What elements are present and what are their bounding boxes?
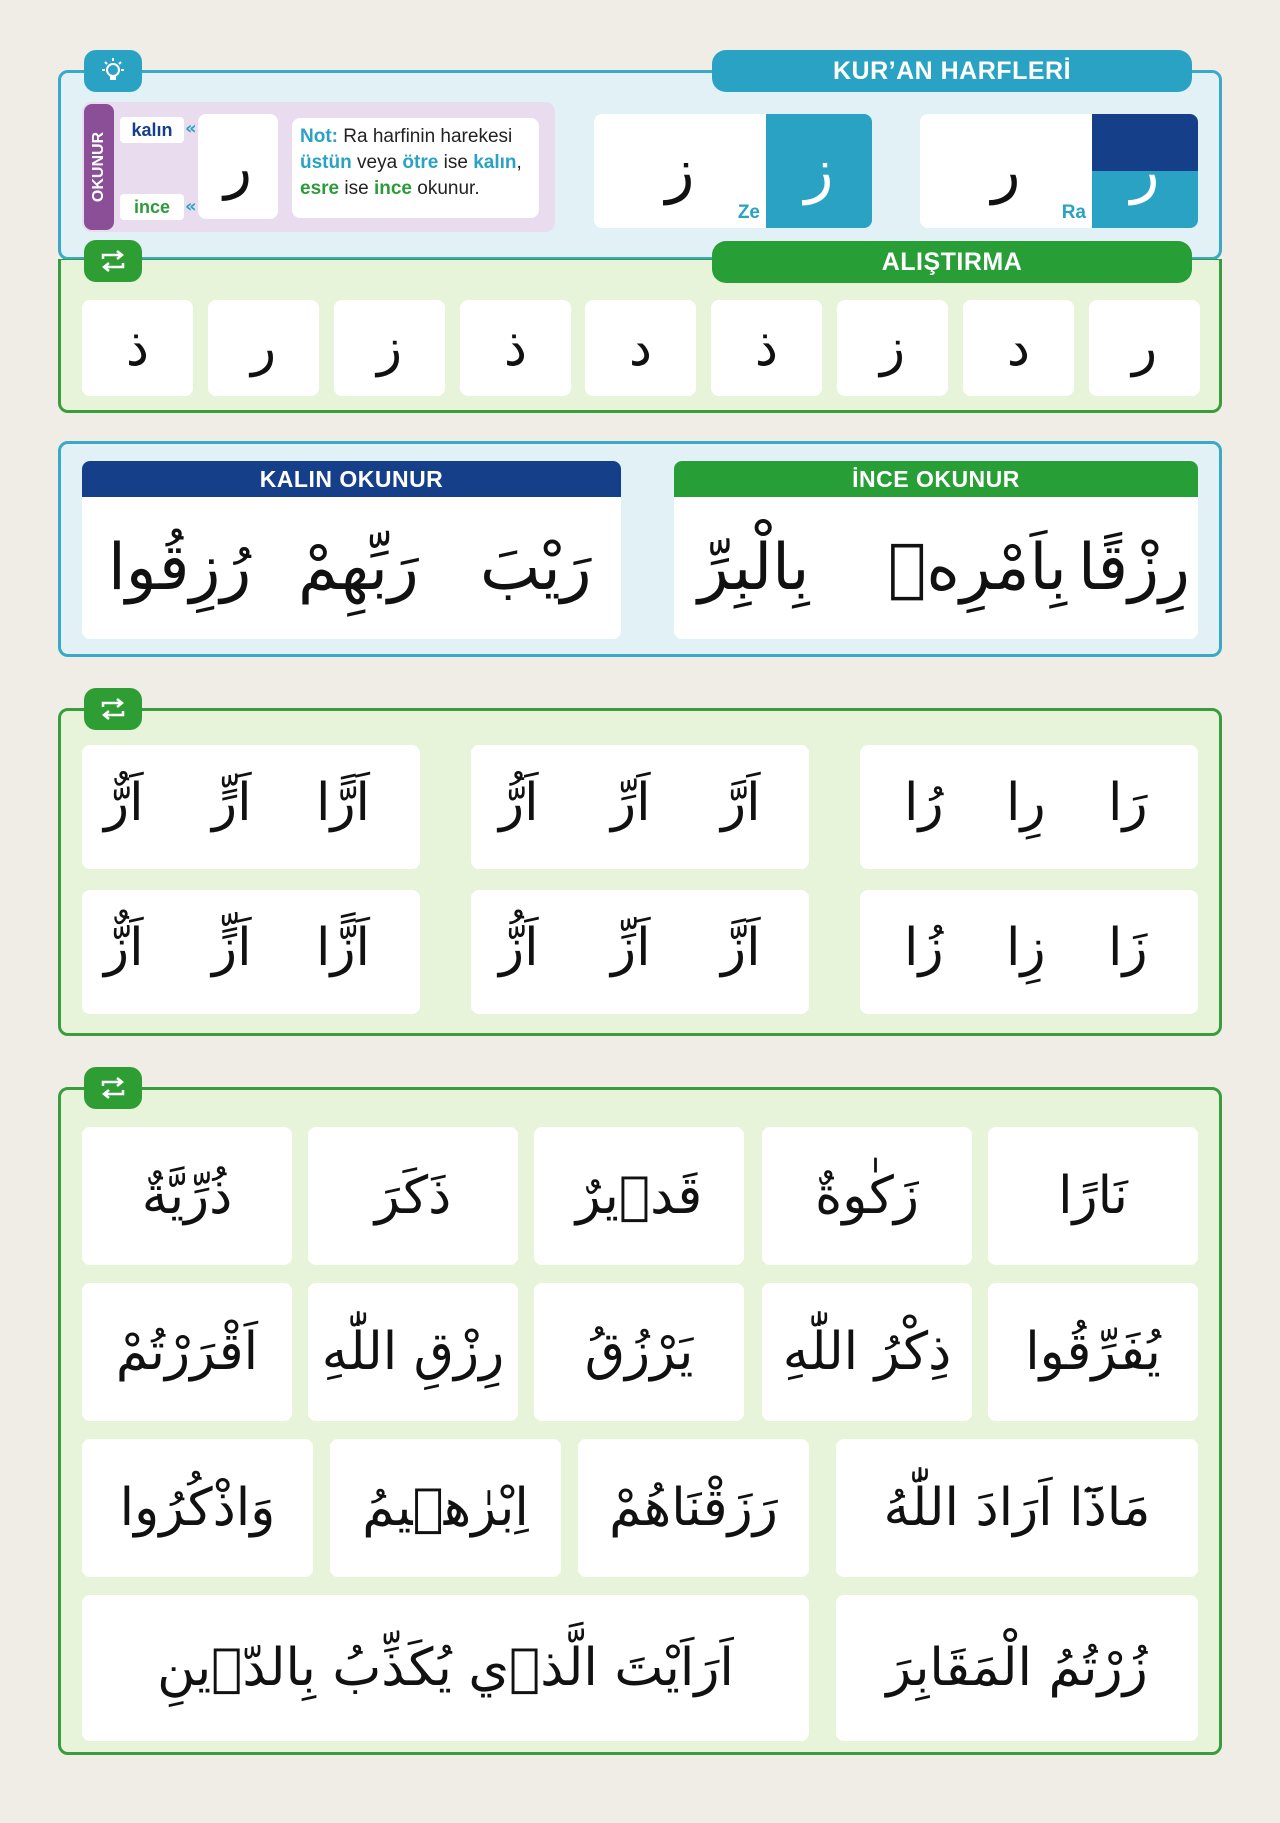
syllable: زِا xyxy=(1006,918,1046,978)
ince-label: ince xyxy=(120,194,184,220)
exercise-letter: ر xyxy=(1089,300,1200,396)
repeat-badge xyxy=(84,1067,142,1109)
word-card: اَقْرَرْتُمْ xyxy=(82,1283,292,1421)
note-card: Not: Ra harfinin harekesi üstün veya ötre ise kalın, esre ise ince okunur. xyxy=(292,118,539,218)
syllable: اَرٍّ xyxy=(212,773,252,833)
exercise-letter: د xyxy=(585,300,696,396)
syllable: اَزَّ xyxy=(721,918,761,978)
syllable-card xyxy=(471,745,809,869)
ince-title: İNCE OKUNUR xyxy=(674,461,1198,497)
repeat-icon xyxy=(98,248,128,274)
exercise-letter: د xyxy=(963,300,1074,396)
letter-card-ra xyxy=(920,114,1198,228)
syllable: اَرًّا xyxy=(316,773,371,833)
ra-letter-highlight: ر xyxy=(1092,114,1198,228)
syllable-card xyxy=(471,890,809,1014)
ze-letter-highlight: ز xyxy=(766,114,872,228)
word-card: زَكٰوةٌ xyxy=(762,1127,972,1265)
word-card: نَارًا xyxy=(988,1127,1198,1265)
syllable: اَزًّا xyxy=(316,918,371,978)
repeat-icon xyxy=(98,1075,128,1101)
syllable: اَرِّ xyxy=(611,773,651,833)
syllable: رُا xyxy=(904,773,944,833)
exercise-letter: ز xyxy=(334,300,445,396)
alistirma-title: ALIŞTIRMA xyxy=(712,241,1192,283)
word-card: ذُرِّيَّةٌ xyxy=(82,1127,292,1265)
exercise-letter: ز xyxy=(837,300,948,396)
word-card: وَاذْكُرُوا xyxy=(82,1439,313,1577)
letter-card-ze xyxy=(594,114,872,228)
syllable: رِا xyxy=(1006,773,1046,833)
ra-letter: ر xyxy=(991,136,1021,206)
repeat-badge xyxy=(84,240,142,282)
syllable-card xyxy=(860,890,1198,1014)
ze-letter: ز xyxy=(665,136,695,206)
word-card: زُرْتُمُ الْمَقَابِرَ xyxy=(836,1595,1198,1741)
syllable: اَرُّ xyxy=(499,773,539,833)
ince-panel xyxy=(674,461,1198,639)
ince-word: رِزْقًا xyxy=(1078,531,1190,605)
exercise-letter: ذ xyxy=(460,300,571,396)
syllable: رَا xyxy=(1108,773,1148,833)
syllable: اَزُّ xyxy=(499,918,539,978)
kalin-panel xyxy=(82,461,621,639)
word-card: يَرْزُقُ xyxy=(534,1283,744,1421)
word-card: رِزْقِ اللّٰهِ xyxy=(308,1283,518,1421)
repeat-badge xyxy=(84,688,142,730)
exercise-letter: ر xyxy=(208,300,319,396)
kalin-title: KALIN OKUNUR xyxy=(82,461,621,497)
ra-letter-card: ر xyxy=(198,114,278,219)
chevron-left-icon: « xyxy=(185,196,197,217)
ince-word: بِالْبِرِّ xyxy=(698,531,810,605)
syllable-card xyxy=(860,745,1198,869)
ra-label: Ra xyxy=(1061,202,1086,223)
word-card: رَزَقْنَاهُمْ xyxy=(578,1439,809,1577)
syllable: زَا xyxy=(1108,918,1148,978)
kalin-word: رُزِقُوا xyxy=(108,531,252,605)
word-card: اَرَاَيْتَ الَّذ۪ي يُكَذِّبُ بِالدّ۪ينِ xyxy=(82,1595,809,1741)
lightbulb-icon xyxy=(98,56,128,86)
kalin-label: kalın xyxy=(120,117,184,143)
word-card: قَد۪يرٌ xyxy=(534,1127,744,1265)
word-card: يُفَرِّقُوا xyxy=(988,1283,1198,1421)
exercise-letter: ذ xyxy=(711,300,822,396)
ince-word: بِاَمْرِهٖ xyxy=(888,531,1067,605)
word-card: ذَكَرَ xyxy=(308,1127,518,1265)
syllable: اَرَّ xyxy=(721,773,761,833)
syllable: زُا xyxy=(904,918,944,978)
kalin-word: رَيْبَ xyxy=(480,531,592,605)
syllable: اَزٌّ xyxy=(104,918,144,978)
repeat-icon xyxy=(98,696,128,722)
chevron-left-icon: « xyxy=(185,118,197,139)
kalin-word: رَبِّهِمْ xyxy=(298,531,419,605)
syllable-card xyxy=(82,890,420,1014)
exercise-letter: ذ xyxy=(82,300,193,396)
word-card: اِبْرٰه۪يمُ xyxy=(330,1439,561,1577)
word-card: ذِكْرُ اللّٰهِ xyxy=(762,1283,972,1421)
syllable: اَزٍّ xyxy=(212,918,252,978)
syllable: اَزِّ xyxy=(611,918,651,978)
ze-label: Ze xyxy=(737,202,760,223)
syllable: اَرٌّ xyxy=(104,773,144,833)
page-title: KUR’AN HARFLERİ xyxy=(712,50,1192,92)
word-card: مَاذَٓا اَرَادَ اللّٰهُ xyxy=(836,1439,1198,1577)
okunur-tab: OKUNUR xyxy=(84,104,114,230)
syllable-card xyxy=(82,745,420,869)
lightbulb-badge xyxy=(84,50,142,92)
